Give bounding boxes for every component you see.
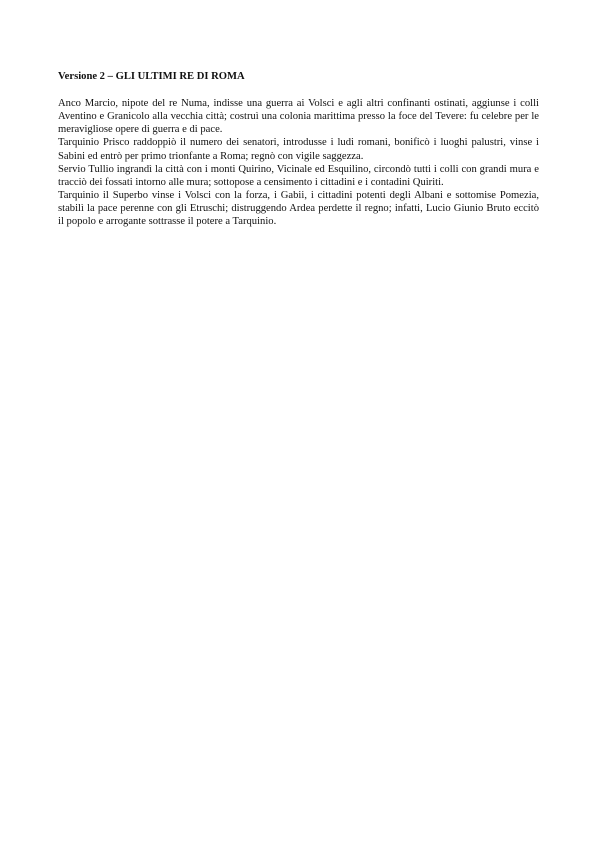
document-content	[58, 70, 539, 229]
document-body	[58, 97, 539, 229]
paragraph-tarquinio-superbo: Tarquinio il Superbo vinse i Volsci con la forza, i Gabii, i cittadini potenti degli Albani e sottomise Pomezia, stabilì la pace perenne con gli Etruschi; distruggendo Ardea perdette il regno; infatti, Lucio Giunio Bruto eccitò il popolo e arrogante sottrasse il potere a Tarquinio.	[58, 190, 539, 228]
paragraph-servio-tullio: Servio Tullio ingrandì la città con i monti Quirino, Vicinale ed Esquilino, circondò tutti i colli con grandi mura e tracciò dei fossati intorno alle mura; sottopose a censimento i cittadini e i contadini Quiriti.	[58, 163, 539, 188]
document-title: Versione 2 – GLI ULTIMI RE DI ROMA	[58, 71, 245, 82]
paragraph-tarquinio-prisco: Tarquinio Prisco raddoppiò il numero dei senatori, introdusse i ludi romani, bonificò i luoghi palustri, vinse i Sabini ed entrò per primo trionfante a Roma; regnò con vigile saggezza.	[58, 137, 539, 162]
paragraph-anco-marcio: Anco Marcio, nipote del re Numa, indisse una guerra ai Volsci e agli altri confinanti ostinati, aggiunse i colli Aventino e Granicolo alla vecchia città; costruì una colonia marittima presso la foce del Tevere: fu celebre per le meravigliose opere di guerra e di pace.	[58, 98, 539, 136]
